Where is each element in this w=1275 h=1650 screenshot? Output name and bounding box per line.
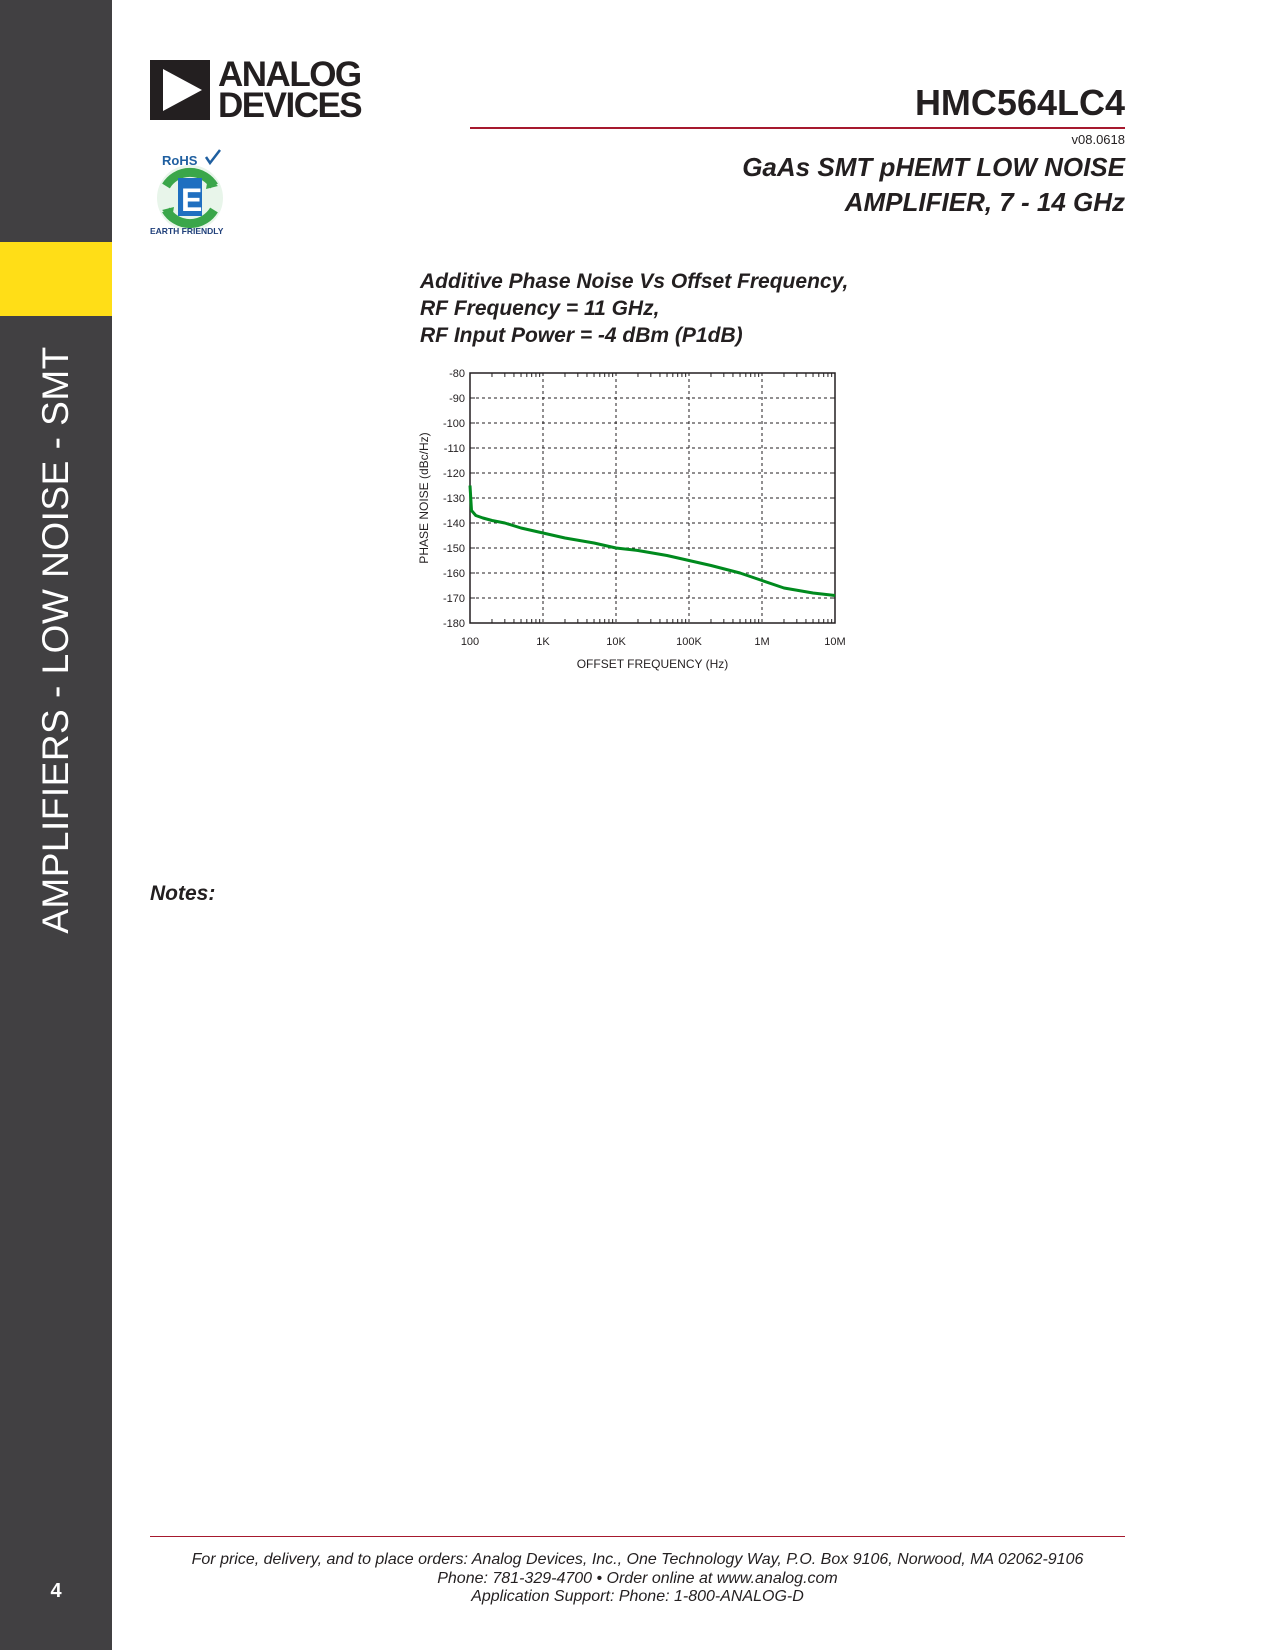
y-tick-label: -90	[449, 393, 465, 405]
footer	[150, 1551, 1125, 1607]
footer-line2: Phone: 781-329-4700 • Order online at www.analog.com	[437, 1569, 838, 1587]
y-tick-label: -80	[449, 368, 465, 380]
rohs-letter: E	[181, 182, 203, 218]
y-tick-label: -180	[442, 618, 465, 630]
x-tick-label: 100	[460, 636, 480, 648]
analog-devices-logo	[150, 55, 362, 125]
logo-line2: DEVICES	[218, 86, 362, 125]
chart-title-line1: Additive Phase Noise Vs Offset Frequency,	[420, 270, 849, 293]
y-axis-label: PHASE NOISE (dBc/Hz)	[417, 432, 431, 564]
logo-line1: ANALOG	[218, 55, 361, 94]
page-number: 4	[50, 1580, 62, 1602]
phase-noise-series-line	[470, 486, 835, 596]
y-tick-label: -160	[442, 568, 465, 580]
x-tick-label: 1M	[754, 636, 770, 648]
chart-title-line3: RF Input Power = -4 dBm (P1dB)	[420, 324, 743, 347]
rohs-earth-friendly: EARTH FRIENDLY	[150, 226, 224, 236]
y-tick-label: -170	[442, 593, 465, 605]
subtitle-line2: AMPLIFIER, 7 - 14 GHz	[844, 187, 1125, 217]
checkmark-icon	[206, 150, 220, 163]
y-tick-label: -110	[443, 443, 465, 455]
y-tick-label: -120	[442, 468, 465, 480]
phase-noise-chart	[410, 360, 860, 685]
footer-line3: Application Support: Phone: 1-800-ANALOG-D	[471, 1588, 804, 1605]
y-tick-label: -130	[442, 493, 465, 505]
chart-title-line2: RF Frequency = 11 GHz,	[420, 297, 660, 320]
x-tick-label: 10M	[824, 636, 846, 648]
x-tick-label: 100K	[676, 636, 702, 648]
y-tick-label: -100	[442, 418, 465, 430]
subtitle-line1: GaAs SMT pHEMT LOW NOISE	[742, 152, 1125, 182]
product-subtitle	[742, 150, 1125, 220]
logo-triangle-icon	[150, 60, 210, 120]
sidebar-accent	[0, 242, 112, 316]
notes-label: Notes:	[150, 882, 216, 905]
y-tick-label: -150	[442, 543, 465, 555]
chart-title	[420, 268, 848, 349]
sidebar-category: AMPLIFIERS - LOW NOISE - SMT	[35, 346, 76, 934]
chart-svg	[410, 360, 860, 680]
x-axis-label: OFFSET FREQUENCY (Hz)	[576, 657, 729, 671]
version: v08.0618	[1071, 132, 1125, 147]
footer-divider	[150, 1536, 1125, 1537]
footer-line1: For price, delivery, and to place orders: Analog Devices, Inc., One Technology Way, P.O. Box 9106, Norwood, MA 02062-9106	[191, 1551, 1084, 1568]
x-tick-label: 10K	[606, 636, 626, 648]
y-tick-label: -140	[442, 518, 465, 530]
rohs-label: RoHS	[162, 153, 198, 168]
rohs-badge	[148, 148, 233, 243]
logo-wordmark	[218, 55, 362, 125]
x-tick-label: 1K	[536, 636, 550, 648]
header-divider	[470, 127, 1125, 129]
part-number: HMC564LC4	[914, 82, 1125, 123]
